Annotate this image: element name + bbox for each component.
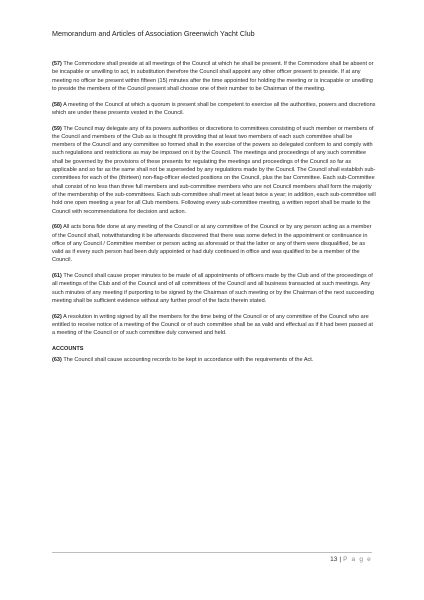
article-61: [52, 272, 376, 305]
article-text: All acts bona fide done at any meeting of the Council or at any committee of the Council or by any person acting as a member of the Council shall, notwithstanding it be afterwards discovered that there was some defect in the appointment or continuance in office of any Council / Committee member or person acting as aforesaid or that the latter or any of them were disqualified, be as valid as if every such person had been duly appointed or had duly continued in office and was qualified to be a member of the Council.: [52, 224, 372, 264]
article-number: (59): [52, 125, 62, 132]
footer-separator: |: [339, 556, 342, 563]
footer-divider: [52, 552, 372, 553]
article-text: A resolution in writing signed by all the members for the time being of the Council or of any committee of the Council who are entitled to receive notice of a meeting of the Council or of such committee shall be as valid and effectual as if it had been passed at a meeting of the Council or of such committee duly convened and held.: [52, 313, 373, 337]
section-heading-accounts: ACCOUNTS: [52, 345, 84, 352]
page-footer: [330, 556, 372, 563]
article-text: A meeting of the Council at which a quorum is present shall be competent to exercise all the authorities, powers and discretions which are under these presents vested in the Council.: [52, 101, 376, 116]
article-63: [52, 356, 376, 364]
document-header: Memorandum and Articles of Association Greenwich Yacht Club: [52, 29, 255, 38]
article-number: (61): [52, 273, 62, 280]
article-62: [52, 313, 376, 338]
article-number: (62): [52, 313, 62, 320]
article-number: (58): [52, 101, 62, 108]
article-text: The Council may delegate any of its powers authorities or discretions to committees consisting of such member or members of the Council and members of the Club as is thought fit providing that at least two members of each such committee shall be members of the Council and any committee so formed shall in the exercise of the powers so delegated conform to and comply with such regulations and restrictions as may be imposed on it by the Council. The meetings and proceedings of any such committee shall be governed by the provisions of these presents for regulating the meetings and proceedings of the Council so far as applicable and so far as the same shall not be superseded by any regulations made by the Council. The Council shall establish sub-committees for each of the (thirteen) non-flag-officer elected positions on the Council, plus the bar Committee. Each sub-Committee shall consist of no less than three full members and sub-committee members who are not Council members shall form the majority of the membership of the sub-committees. Each sub-committee shall meet at least twice a year; in addition, each sub-committee will hold one open meeting a year for all Club members. Following every sub-committee meeting, a written report shall be made to the Council with recommendations for decision and action.: [52, 125, 376, 215]
document-body: [52, 60, 376, 372]
article-text: The Council shall cause proper minutes to be made of all appointments of officers made by the Club and of the proceedings of all meetings of the Club and of the Council and of all committees of the Council and all business transacted at such meetings. Any such minutes of any meeting if purporting to be signed by the Chairman of such meeting or by the Chairman of the next succeeding meeting shall be sufficient evidence without any further proof of the facts therein stated.: [52, 273, 374, 304]
article-58: [52, 101, 376, 118]
article-57: [52, 60, 376, 93]
article-number: (57): [52, 61, 62, 67]
article-60: [52, 223, 376, 264]
article-number: (63): [52, 357, 62, 364]
article-text: The Council shall cause accounting records to be kept in accordance with the requirements of the Act.: [61, 357, 314, 364]
article-number: (60): [52, 224, 62, 231]
article-59: [52, 125, 376, 216]
page-label: P a g e: [343, 556, 372, 563]
article-text: The Commodore shall preside at all meetings of the Council at which he shall be present. If the Commodore shall be absent or be incapable or unwilling to act, in substitution therefore the Council shall appoint any other officer present to preside. If at any meeting no officer be present within fifteen (15) minutes after the time appointed for holding the meeting or is incapable or unwilling to preside the members of the Council present shall choose one of their number to be Chairman of the meeting.: [52, 61, 374, 92]
page-number: 13: [330, 556, 338, 563]
